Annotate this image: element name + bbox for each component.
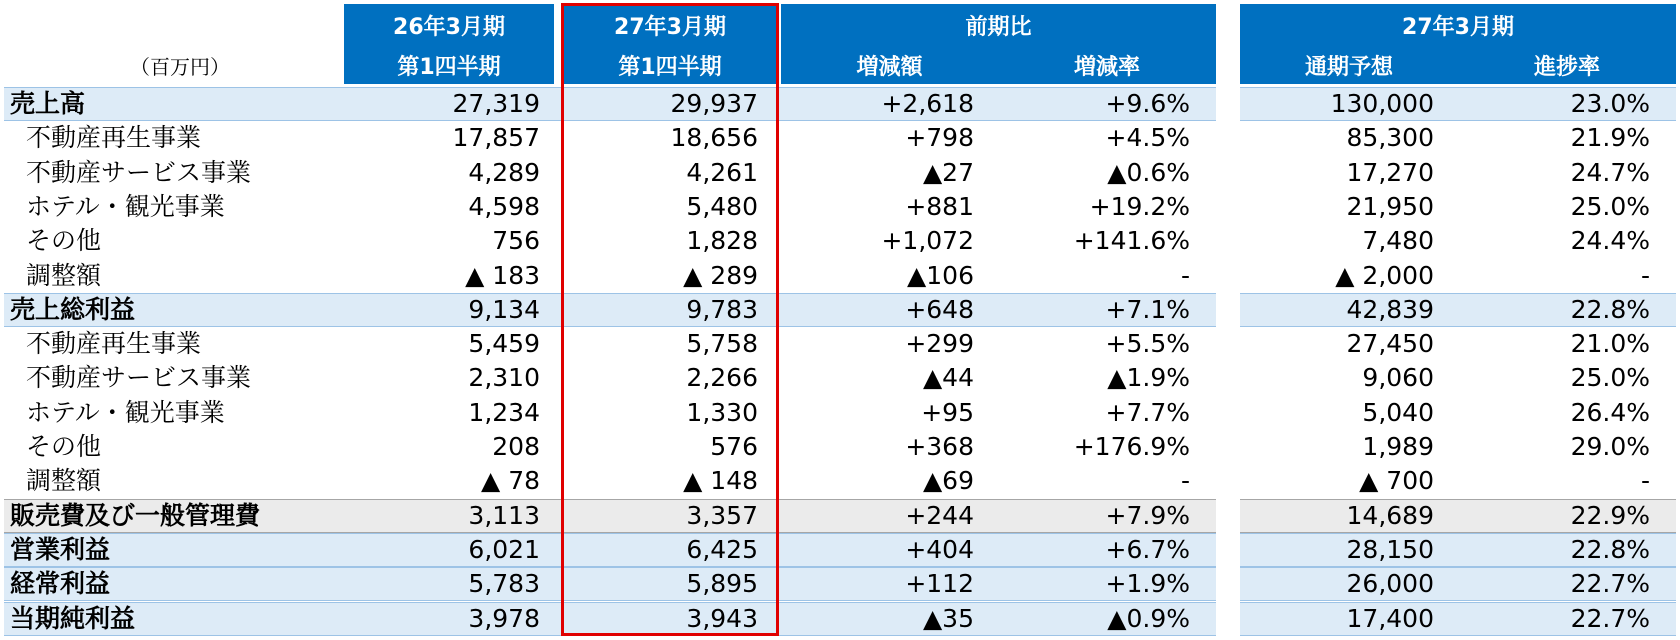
cell-yoy-rate: +7.7% [1105,397,1190,427]
table-row [0,533,1680,567]
table-row [0,224,1680,258]
cell-yoy-rate: +6.7% [1105,534,1190,564]
row-label: 売上総利益 [10,294,136,324]
cell-prev-quarter: 5,783 [468,569,540,599]
cell-prev-quarter: 1,234 [468,397,540,427]
cell-full-progress: 25.0% [1570,191,1650,221]
row-label: その他 [26,226,102,256]
cell-curr-quarter: 18,656 [670,123,758,153]
row-label: 調整額 [26,260,102,290]
cell-prev-quarter: 2,310 [468,363,540,393]
cell-full-forecast: 17,270 [1346,157,1434,187]
cell-full-progress: 24.7% [1570,157,1650,187]
cell-curr-quarter: 5,758 [686,329,758,359]
cell-yoy-amount: +1,072 [881,226,974,256]
row-label: 販売費及び一般管理費 [10,500,261,530]
table-row [0,87,1680,121]
header-full-forecast: 通期予想 [1240,46,1458,84]
table-row [0,396,1680,430]
cell-prev-quarter: 9,134 [468,294,540,324]
header-prev-period-year: 26年3月期 [344,4,554,46]
row-label: 当期純利益 [10,603,136,633]
table-row [0,190,1680,224]
row-label: 売上高 [10,89,86,118]
cell-full-progress: 22.7% [1570,603,1650,633]
cell-yoy-amount: +2,618 [881,89,974,118]
cell-full-progress: 21.0% [1570,329,1650,359]
cell-full-forecast: ▲ 700 [1359,466,1434,496]
cell-yoy-amount: +112 [905,569,974,599]
cell-yoy-rate: +141.6% [1073,226,1190,256]
cell-full-forecast: 42,839 [1346,294,1434,324]
cell-curr-quarter: ▲ 289 [683,260,758,290]
cell-full-forecast: 85,300 [1346,123,1434,153]
cell-prev-quarter: 208 [492,432,540,461]
row-label: 不動産サービス事業 [26,157,252,187]
cell-yoy-rate: - [1180,260,1190,290]
cell-prev-quarter: 5,459 [468,329,540,359]
table-row [0,567,1680,601]
cell-yoy-rate: +5.5% [1105,329,1190,359]
cell-full-forecast: 17,400 [1346,603,1434,633]
cell-curr-quarter: ▲ 148 [683,466,758,496]
cell-full-forecast: ▲ 2,000 [1335,260,1434,290]
cell-yoy-amount: ▲44 [922,363,974,393]
cell-prev-quarter: 4,598 [468,191,540,221]
cell-yoy-rate: ▲1.9% [1107,363,1190,393]
cell-prev-quarter: 17,857 [452,123,540,153]
cell-yoy-rate: +7.9% [1105,500,1190,530]
table-row [0,602,1680,636]
cell-yoy-amount: +798 [905,123,974,153]
cell-yoy-amount: +881 [905,191,974,221]
cell-full-forecast: 21,950 [1346,191,1434,221]
cell-full-progress: 29.0% [1570,432,1650,461]
cell-full-progress: 21.9% [1570,123,1650,153]
cell-prev-quarter: 756 [492,226,540,256]
cell-curr-quarter: 2,266 [686,363,758,393]
unit-label: （百万円） [130,54,230,79]
cell-full-forecast: 130,000 [1330,89,1434,118]
cell-yoy-rate: +9.6% [1105,89,1190,118]
cell-full-forecast: 9,060 [1362,363,1434,393]
cell-full-progress: 22.9% [1570,500,1650,530]
table-row [0,121,1680,155]
row-label: 不動産サービス事業 [26,363,252,393]
cell-full-progress: 26.4% [1570,397,1650,427]
table-row [0,327,1680,361]
cell-yoy-rate: ▲0.6% [1107,157,1190,187]
cell-yoy-amount: ▲106 [907,260,974,290]
cell-curr-quarter: 1,828 [686,226,758,256]
cell-curr-quarter: 29,937 [670,89,758,118]
header-full-year-title: 27年3月期 [1240,4,1676,46]
cell-full-progress: 24.4% [1570,226,1650,256]
table-row [0,361,1680,395]
table-row [0,156,1680,190]
cell-prev-quarter: 3,978 [468,603,540,633]
header-yoy-rate: 増減率 [998,46,1216,84]
cell-prev-quarter: 6,021 [468,534,540,564]
cell-yoy-amount: +648 [905,294,974,324]
cell-curr-quarter: 3,357 [686,500,758,530]
row-label: 調整額 [26,466,102,496]
cell-yoy-rate: +1.9% [1105,569,1190,599]
cell-full-forecast: 28,150 [1346,534,1434,564]
cell-full-forecast: 5,040 [1362,397,1434,427]
cell-full-forecast: 14,689 [1346,500,1434,530]
cell-yoy-amount: +368 [905,432,974,461]
cell-full-forecast: 27,450 [1346,329,1434,359]
cell-prev-quarter: 27,319 [452,89,540,118]
cell-full-progress: - [1640,260,1650,290]
cell-curr-quarter: 4,261 [686,157,758,187]
cell-full-progress: 25.0% [1570,363,1650,393]
cell-yoy-amount: +299 [905,329,974,359]
cell-curr-quarter: 3,943 [686,603,758,633]
header-yoy-amount: 増減額 [781,46,998,84]
row-label: ホテル・観光事業 [26,191,225,221]
cell-curr-quarter: 6,425 [686,534,758,564]
row-label: 不動産再生事業 [26,123,202,153]
cell-curr-quarter: 1,330 [686,397,758,427]
row-label: 経常利益 [10,569,111,599]
row-label: 営業利益 [10,534,111,564]
row-label: 不動産再生事業 [26,329,202,359]
header-prev-period-quarter: 第1四半期 [344,46,554,84]
cell-prev-quarter: 3,113 [468,500,540,530]
cell-prev-quarter: ▲ 183 [465,260,540,290]
cell-prev-quarter: ▲ 78 [481,466,540,496]
cell-curr-quarter: 5,895 [686,569,758,599]
table-row [0,259,1680,293]
cell-yoy-amount: ▲35 [922,603,974,633]
table-row [0,293,1680,327]
cell-full-progress: 22.8% [1570,534,1650,564]
cell-full-progress: 22.8% [1570,294,1650,324]
cell-yoy-rate: ▲0.9% [1107,603,1190,633]
cell-full-progress: - [1640,466,1650,496]
cell-yoy-amount: ▲69 [922,466,974,496]
table-row [0,499,1680,533]
cell-yoy-rate: +7.1% [1105,294,1190,324]
cell-curr-quarter: 5,480 [686,191,758,221]
cell-full-progress: 22.7% [1570,569,1650,599]
cell-prev-quarter: 4,289 [468,157,540,187]
table-row [0,464,1680,498]
cell-curr-quarter: 576 [710,432,758,461]
row-label: ホテル・観光事業 [26,397,225,427]
cell-yoy-rate: - [1180,466,1190,496]
cell-curr-quarter: 9,783 [686,294,758,324]
header-yoy-title: 前期比 [781,4,1216,46]
cell-yoy-amount: ▲27 [922,157,974,187]
cell-yoy-rate: +19.2% [1089,191,1190,221]
cell-full-forecast: 1,989 [1362,432,1434,461]
cell-yoy-rate: +176.9% [1073,432,1190,461]
cell-yoy-rate: +4.5% [1105,123,1190,153]
header-curr-period-year: 27年3月期 [561,4,779,46]
cell-yoy-amount: +95 [921,397,974,427]
cell-full-progress: 23.0% [1570,89,1650,118]
header-full-progress: 進捗率 [1458,46,1676,84]
cell-full-forecast: 26,000 [1346,569,1434,599]
cell-full-forecast: 7,480 [1362,226,1434,256]
cell-yoy-amount: +404 [905,534,974,564]
row-label: その他 [26,432,102,461]
cell-yoy-amount: +244 [905,500,974,530]
table-row [0,430,1680,464]
header-curr-period-quarter: 第1四半期 [561,46,779,84]
